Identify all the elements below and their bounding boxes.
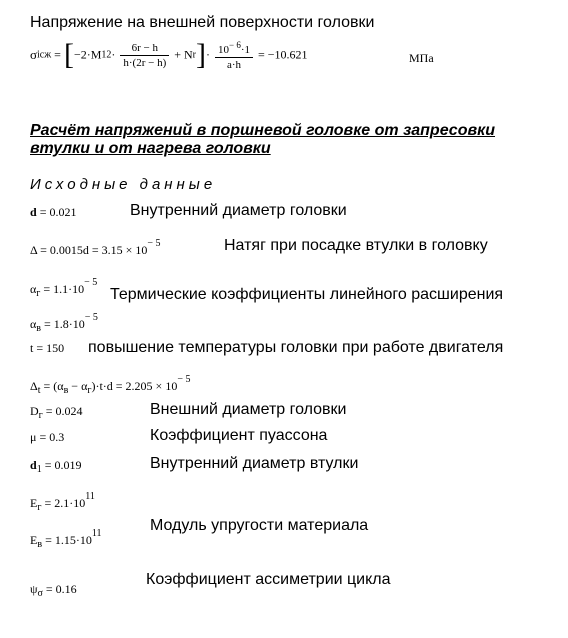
thermal-coefficients-description: Термические коэффициенты линейного расширения	[110, 286, 504, 303]
right-bracket: ]	[196, 38, 207, 71]
formula-plus-n: + N	[174, 47, 193, 62]
row-dg-formula: $D_г = 0.024$	[30, 404, 83, 421]
sigma-subscript: iсж	[37, 49, 52, 61]
section-title-line2: втулки и от нагрева головки	[30, 140, 271, 157]
section-title-line1: Расчёт напряжений в поршневой головке от запресовки	[30, 122, 496, 139]
row-d1-description: Внутренний диаметр втулки	[150, 455, 359, 472]
sigma-symbol: σ	[30, 47, 38, 62]
row-mu-description: Коэффициент пуассона	[150, 427, 328, 444]
row-alpha-g-formula: $\alpha_г = 1.1\cdot 10^{- 5}$	[30, 277, 98, 299]
formula-part1: −2·M	[73, 47, 102, 62]
row-dg-description: Внешний диаметр головки	[150, 401, 347, 418]
formula-n-sub: r	[192, 49, 197, 61]
left-bracket: [	[63, 38, 74, 71]
fraction-2-numerator: $10^{- 6}\cdot 1$	[215, 38, 253, 58]
row-alpha-v-formula: $\alpha_в = 1.8\cdot 10^{- 5}$	[30, 312, 98, 334]
row-psi-description: Коэффициент ассиметрии цикла	[146, 571, 391, 588]
fraction-2-denominator: a·h	[226, 59, 242, 71]
row-ev-formula: $E_в = 1.15\cdot 10^{11}$	[30, 528, 102, 550]
fraction-1-numerator: 6r − h	[120, 41, 169, 56]
row-d-description: Внутренний диаметр головки	[130, 202, 347, 219]
row-d-formula: d = 0.021	[30, 205, 77, 219]
top-title: Напряжение на внешней поверхности головки	[30, 14, 375, 31]
formula-dot: ·	[111, 47, 116, 62]
row-t-formula: t = 150	[30, 341, 65, 355]
row-mu-formula: μ = 0.3	[30, 430, 65, 444]
row-delta-t-formula: $\Delta_t = (\alpha_в - \alpha_г)\cdot t\cdot d = 2.205 \times 10^{- 5}$	[30, 374, 191, 396]
stress-formula: σiсж = [−2·M12· $\frac{6r - h}{h\cdot(2r - h)}$ + Nr]· $\frac{10^{- 6}\cdot 1}{a\cdot h}$ = −10.621	[30, 38, 308, 71]
formula-eq: =	[54, 47, 61, 62]
row-delta-description: Натяг при посадке втулки в головку	[224, 237, 488, 254]
row-t-description: повышение температуры головки при работе двигателя	[88, 339, 504, 356]
formula-unit: МПа	[409, 51, 434, 65]
row-psi-formula: $\psi_\sigma = 0.16$	[30, 582, 77, 599]
row-d1-formula: $d_1 = 0.019$	[30, 458, 82, 475]
initial-data-heading: Исходные данные	[30, 176, 217, 193]
row-ev-description: Модуль упругости материала	[150, 517, 369, 534]
row-delta-formula: $\Delta = 0.0015d = 3.15 \times 10^{- 5}$	[30, 238, 161, 257]
fraction-2	[215, 38, 253, 72]
fraction-1-denominator: h·(2r − h)	[123, 56, 167, 69]
fraction-1	[120, 41, 169, 70]
formula-part1-sub: 12	[101, 49, 112, 61]
formula-result: = −10.621	[258, 47, 308, 62]
row-eg-formula: $E_г = 2.1\cdot 10^{11}$	[30, 491, 95, 513]
